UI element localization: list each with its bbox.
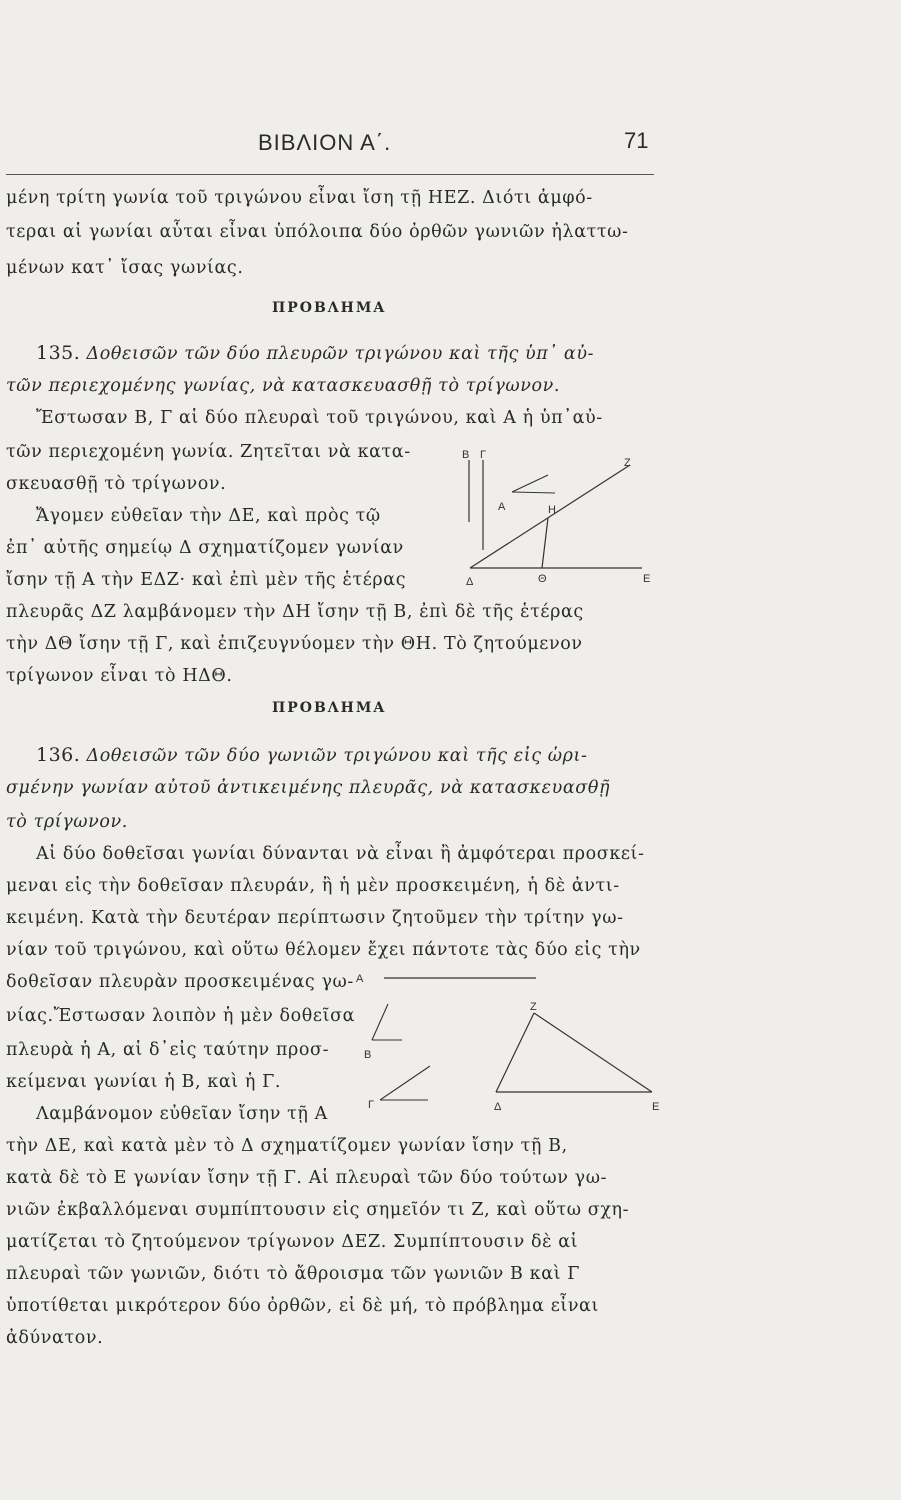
problem-number: 135. (36, 342, 81, 364)
angle-g-ray-1 (380, 1066, 430, 1100)
problem-statement-text: Δοθεισῶν τῶν δύο πλευρῶν τριγώνου καὶ τῆς ὑπ᾽ αὐ- (86, 344, 595, 364)
label-z: Ζ (624, 457, 631, 469)
figure-triangle-construction-2 (350, 960, 670, 1120)
label-d: Δ (494, 1101, 502, 1113)
text-line: νιῶν ἐκβαλλόμεναι συμπίπτουσιν εἰς σημεῖόν τι Ζ, καὶ οὕτω σχη- (6, 1200, 630, 1220)
label-a: Α (356, 973, 364, 985)
text-line: μένη τρίτη γωνία τοῦ τριγώνου εἶναι ἴση τῇ ΗΕΖ. Διότι ἀμφό- (6, 188, 593, 208)
problem-statement-line (36, 744, 588, 766)
text-line: τεραι αἱ γωνίαι αὗται εἶναι ὑπόλοιπα δύο ὀρθῶν γωνιῶν ἠλαττω- (6, 222, 629, 242)
label-b: Β (462, 449, 470, 461)
text-line: νίας.Ἔστωσαν λοιπὸν ἡ μὲν δοθεῖσα (6, 1006, 356, 1026)
problem-heading: ΠΡΟΒΛΗΜΑ (272, 700, 387, 716)
text-line: Αἱ δύο δοθεῖσαι γωνίαι δύνανται νὰ εἶναι ἢ ἀμφότεραι προσκεί- (36, 844, 645, 864)
problem-statement-line: σμένην γωνίαν αὐτοῦ ἀντικειμένης πλευρᾶς, νὰ κατασκευασθῇ (6, 778, 611, 798)
text-line: ἐπ᾽ αὐτῆς σημείῳ Δ σχηματίζομεν γωνίαν (6, 538, 404, 558)
text-line: τὴν ΔΘ ἴσην τῇ Γ, καὶ ἐπιζευγνύομεν τὴν ΘΗ. Τὸ ζητούμενον (6, 634, 583, 654)
problem-statement-text: Δοθεισῶν τῶν δύο γωνιῶν τριγώνου καὶ τῆς εἰς ὡρι- (86, 746, 588, 766)
running-header-title: ΒΙΒΛΙΟΝ Α΄. (258, 130, 392, 155)
label-d: Δ (466, 576, 474, 588)
text-line: μεναι εἰς τὴν δοθεῖσαν πλευράν, ἢ ἡ μὲν προσκειμένη, ἡ δὲ ἀντι- (6, 876, 620, 896)
text-line: τὴν ΔΕ, καὶ κατὰ μὲν τὸ Δ σχηματίζομεν γωνίαν ἴσην τῇ Β, (6, 1136, 568, 1156)
text-line: πλευραὶ τῶν γωνιῶν, διότι τὸ ἄθροισμα τῶν γωνιῶν Β καὶ Γ (6, 1264, 580, 1284)
text-line: ἀδύνατον. (6, 1328, 104, 1348)
text-line: Ἄγομεν εὐθεῖαν τὴν ΔΕ, καὶ πρὸς τῷ (36, 506, 381, 526)
page-number: 71 (624, 128, 649, 153)
text-line: μένων κατ᾽ ἴσας γωνίας. (6, 258, 244, 278)
label-g: Γ (480, 449, 487, 461)
problem-heading: ΠΡΟΒΛΗΜΑ (272, 300, 387, 316)
text-line: Λαμβάνομον εὐθεῖαν ἴσην τῇ Α (36, 1104, 328, 1124)
problem-statement-line: τὸ τρίγωνον. (6, 812, 128, 832)
text-line: Ἔστωσαν Β, Γ αἱ δύο πλευραὶ τοῦ τριγώνου, καὶ Α ἡ ὑπ᾽αὐ- (36, 408, 603, 428)
label-e: Ε (652, 1101, 660, 1113)
text-line: κειμένη. Κατὰ τὴν δευτέραν περίπτωσιν ζητοῦμεν τὴν τρίτην γω- (6, 908, 624, 928)
text-line: σκευασθῇ τὸ τρίγωνον. (6, 474, 227, 494)
text-line: πλευρὰ ἡ Α, αἱ δ᾽εἰς ταύτην προσ- (6, 1040, 330, 1060)
header-rule (6, 174, 654, 175)
problem-statement-line: τῶν περιεχομένης γωνίας, νὰ κατασκευασθῇ τὸ τρίγωνον. (6, 376, 561, 396)
angle-b-ray-1 (372, 1004, 388, 1040)
text-line: νίαν τοῦ τριγώνου, καὶ οὕτω θέλομεν ἔχει πάντοτε τὰς δύο εἰς τὴν (6, 940, 641, 960)
side-ez (534, 1013, 652, 1092)
text-line: τρίγωνον εἶναι τὸ ΗΔΘ. (6, 666, 233, 686)
text-line: κείμεναι γωνίαι ἡ Β, καὶ ἡ Γ. (6, 1072, 282, 1092)
angle-a-ray-2 (512, 492, 555, 493)
text-line: πλευρᾶς ΔΖ λαμβάνομεν τὴν ΔΗ ἴσην τῇ Β, ἐπὶ δὲ τῆς ἑτέρας (6, 602, 584, 622)
problem-number: 136. (36, 744, 81, 766)
line-dz (470, 465, 630, 568)
label-z: Ζ (530, 1001, 537, 1013)
label-h: Η (548, 504, 556, 516)
text-line: ἴσην τῇ Α τὴν ΕΔΖ· καὶ ἐπὶ μὲν τῆς ἑτέρας (6, 570, 407, 590)
segment-th-h (542, 518, 548, 568)
problem-statement-line (36, 342, 594, 364)
text-line: ὑποτίθεται μικρότερον δύο ὀρθῶν, εἰ δὲ μή, τὸ πρόβλημα εἶναι (6, 1296, 599, 1316)
text-line: ματίζεται τὸ ζητούμενον τρίγωνον ΔΕΖ. Συμπίπτουσιν δὲ αἱ (6, 1232, 579, 1252)
label-g: Γ (368, 1099, 375, 1111)
label-a: Α (498, 501, 506, 513)
side-dz (496, 1013, 534, 1092)
label-th: Θ (538, 573, 547, 585)
angle-a-ray-1 (512, 475, 548, 492)
text-line: δοθεῖσαν πλευρὰν προσκειμένας γω- (6, 972, 354, 992)
label-e: Ε (643, 573, 651, 585)
label-b: Β (364, 1049, 372, 1061)
figure-triangle-construction-1 (430, 440, 670, 600)
text-line: τῶν περιεχομένη γωνία. Ζητεῖται νὰ κατα- (6, 442, 411, 462)
text-line: κατὰ δὲ τὸ Ε γωνίαν ἴσην τῇ Γ. Αἱ πλευραὶ τῶν δύο τούτων γω- (6, 1168, 608, 1188)
